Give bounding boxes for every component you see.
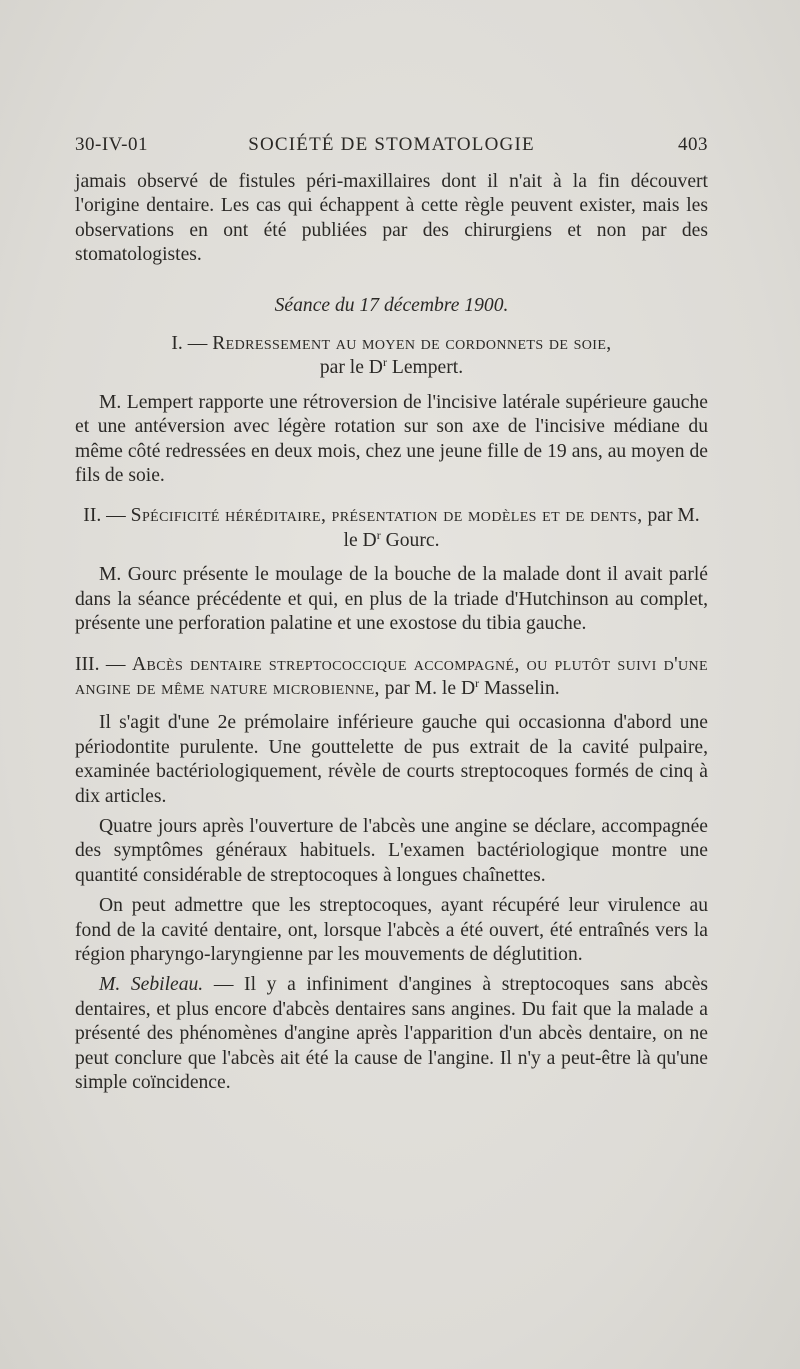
running-head <box>75 134 708 162</box>
header-page-number: 403 <box>678 134 708 155</box>
section-3-paragraph-2: Quatre jours après l'ouverture de l'abcès une angine se déclare, accompagnée des symptômes généraux habituels. L'examen bactériologique montre une quantité considérable de streptocoques à longues chaînettes. <box>75 815 708 886</box>
session-title: Séance du 17 décembre 1900. <box>274 294 509 316</box>
section-1-author: Lempert. <box>391 357 464 379</box>
section-1-heading <box>75 332 708 356</box>
discussant-name: M. Sebileau. <box>99 974 204 996</box>
header-journal-title: SOCIÉTÉ DE STOMATOLOGIE <box>248 134 535 155</box>
discussion-paragraph <box>75 973 708 1095</box>
section-3-heading <box>75 653 708 702</box>
discussion-text: — Il y a infiniment d'angines à streptocoques sans abcès dentaires, et plus encore d'abcès dentaires sans angines. Du fait que la malade a présenté des phénomènes d'angine après l'apparition d'un abcès dentaire, on ne peut conclure que l'abcès ait été la cause de l'angine. Il n'y a peut-être là qu'une simple coïncidence. <box>75 974 708 1093</box>
section-3-paragraph-3: On peut admettre que les streptocoques, ayant récupéré leur virulence au fond de la cavité dentaire, ont, lorsque l'abcès a été ouvert, été entraînés vers la région pharyngo-laryngienne par les mouvements de déglutition. <box>75 895 708 965</box>
section-1-number: I. — <box>171 333 208 355</box>
section-1-byline-prefix: par le D <box>319 357 383 379</box>
section-3-byline-prefix: par M. le D <box>384 677 476 699</box>
intro-paragraph: jamais observé de fistules péri-maxillaires dont il n'ait à la fin découvert l'origine dentaire. Les cas qui échappent à cette règle peuvent exister, mais les observations en ont été publiées par des chirurgiens et non par des stomatologistes. <box>75 171 708 266</box>
section-2-byline-sup: r <box>376 527 381 542</box>
section-3-title: Abcès dentaire streptococcique accompagné, ou plutôt suivi d'une angine de même nature microbienne, <box>75 653 709 699</box>
section-3-byline-sup: r <box>475 675 480 690</box>
section-3-number: III. — <box>75 653 126 675</box>
section-2-paragraph: M. Gourc présente le moulage de la bouche de la malade dont il avait parlé dans la séance précédente et qui, en plus de la triade d'Hutchinson au complet, présente une perforation palatine et une exostose du tibia gauche. <box>75 564 708 635</box>
header-date: 30-IV-01 <box>75 134 148 155</box>
section-1-byline-sup: r <box>382 355 387 370</box>
section-3-paragraph-1: Il s'agit d'une 2e prémolaire inférieure gauche qui occasionna d'abord une périodontite purulente. Une gouttelette de pus extrait de la cavité pulpaire, examinée bactériologiquement, révèle de courts streptocoques formés de cinq à dix articles. <box>75 712 708 807</box>
section-2-author: Gourc. <box>385 529 440 551</box>
page-body <box>75 170 708 1095</box>
section-2-byline-prefix: par M. le D <box>343 505 700 551</box>
section-3-author: Masselin. <box>484 677 560 699</box>
section-2-title: Spécificité héréditaire, présentation de modèles et de dents, <box>130 505 643 527</box>
section-2-number: II. — <box>83 505 126 527</box>
section-2-heading <box>75 504 708 553</box>
section-1-paragraph: M. Lempert rapporte une rétroversion de l'incisive latérale supérieure gauche et une antéversion avec légère rotation sur son axe de l'incisive médiane du même côté redressées en deux mois, chez une jeune fille de 19 ans, au moyen de fils de soie. <box>75 391 708 487</box>
section-1-byline <box>75 356 708 380</box>
section-1-title: Redressement au moyen de cordonnets de soie, <box>212 333 612 355</box>
